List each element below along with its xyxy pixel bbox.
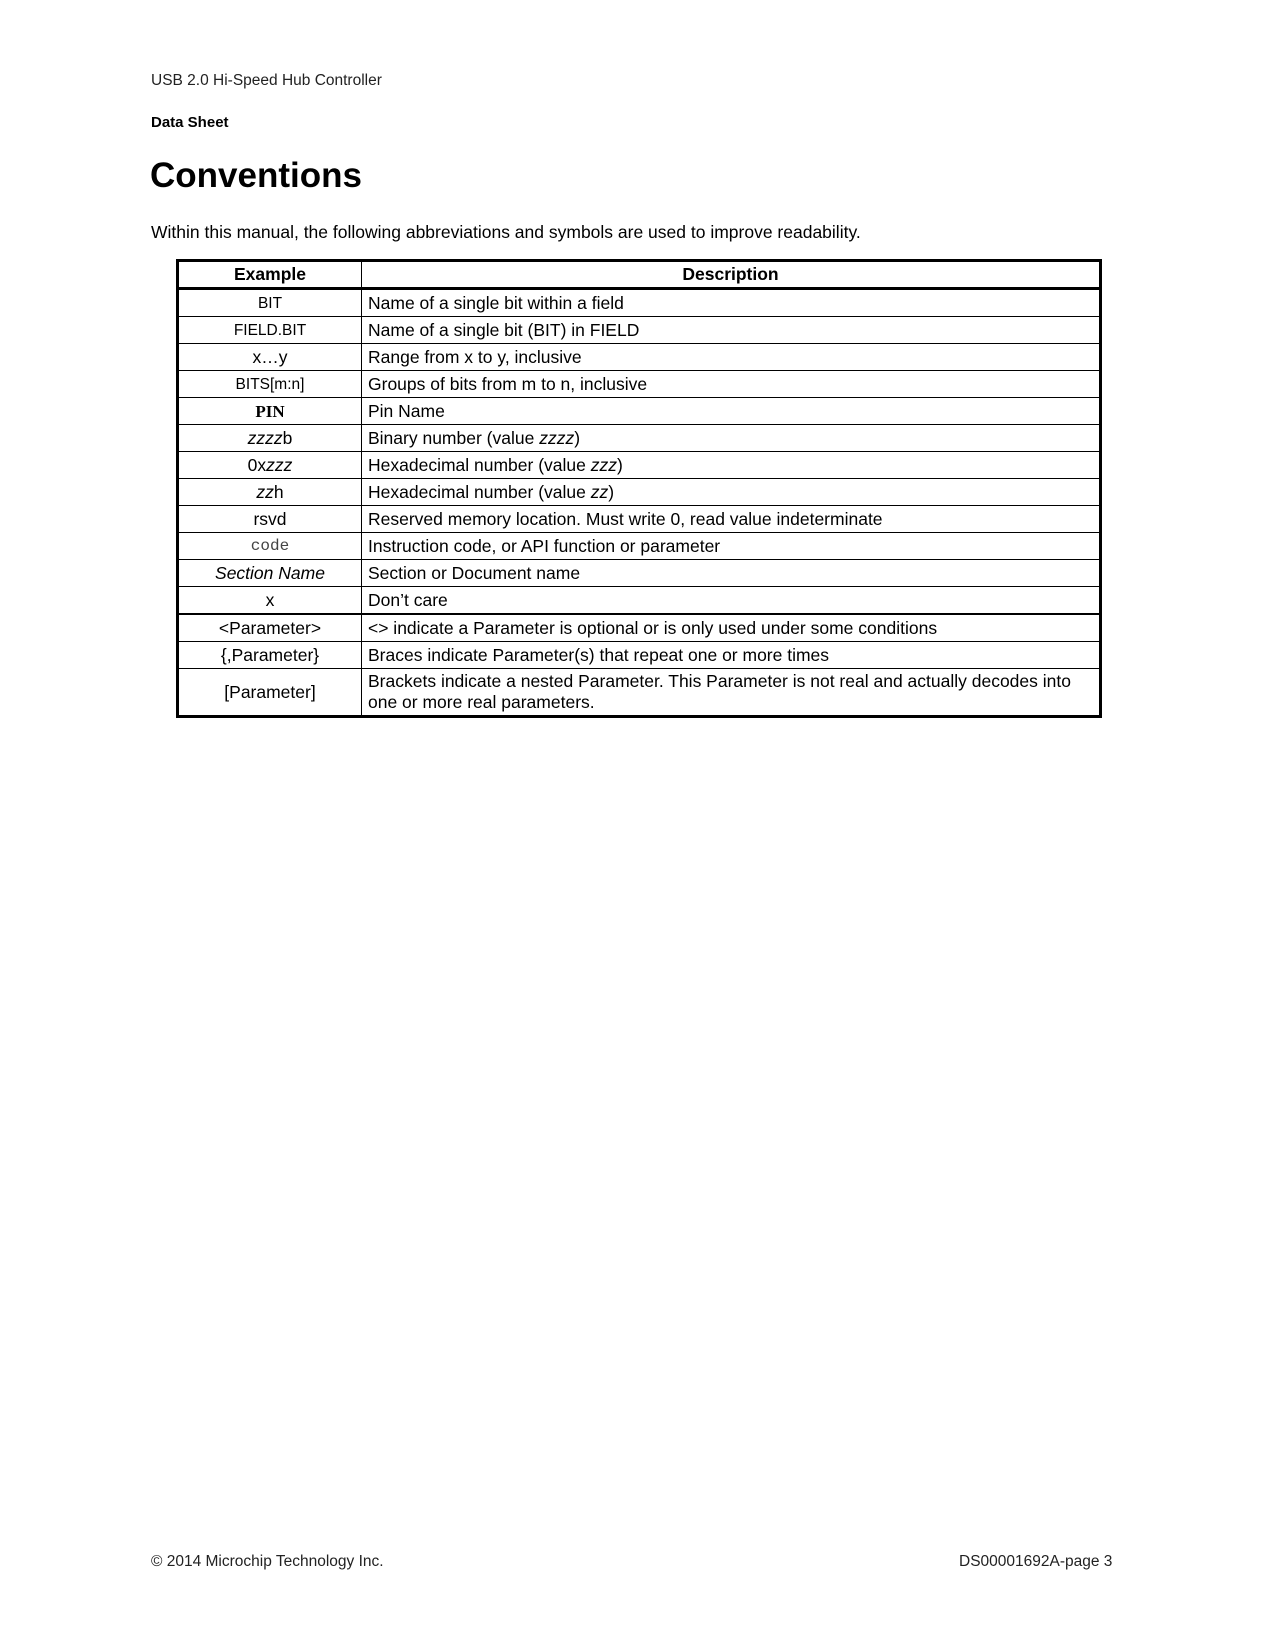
description-cell	[362, 425, 1101, 452]
example-prefix: 0x	[247, 454, 267, 475]
description-cell: Name of a single bit (BIT) in FIELD	[362, 317, 1101, 344]
description-text: Hexadecimal number (value	[368, 481, 591, 502]
example-suffix: h	[273, 481, 284, 502]
description-cell	[362, 479, 1101, 506]
example-cell: FIELD.BIT	[178, 317, 362, 344]
example-cell	[178, 425, 362, 452]
table-row	[178, 398, 1101, 425]
example-italic: zzzz	[247, 427, 283, 448]
description-cell	[362, 452, 1101, 479]
example-italic: zzz	[266, 454, 293, 475]
description-text: )	[574, 427, 581, 448]
example-cell: [Parameter]	[178, 669, 362, 717]
table-row	[178, 479, 1101, 506]
table-row	[178, 669, 1101, 717]
table-row	[178, 560, 1101, 587]
description-text: )	[608, 481, 615, 502]
column-header-description: Description	[362, 261, 1101, 289]
table-row	[178, 425, 1101, 452]
table-row	[178, 452, 1101, 479]
description-cell: Don’t care	[362, 587, 1101, 615]
description-cell: Braces indicate Parameter(s) that repeat one or more times	[362, 642, 1101, 669]
example-italic: zz	[256, 481, 274, 502]
description-cell: Reserved memory location. Must write 0, read value indeterminate	[362, 506, 1101, 533]
table-row	[178, 533, 1101, 560]
example-cell: x…y	[178, 344, 362, 371]
intro-paragraph: Within this manual, the following abbreviations and symbols are used to improve readability.	[151, 222, 861, 242]
table-row	[178, 642, 1101, 669]
description-cell: Section or Document name	[362, 560, 1101, 587]
page-title: Conventions	[150, 156, 362, 195]
example-cell	[178, 452, 362, 479]
description-italic: zzz	[590, 454, 617, 475]
description-cell: <> indicate a Parameter is optional or is only used under some conditions	[362, 614, 1101, 642]
table-row	[178, 587, 1101, 615]
column-header-example: Example	[178, 261, 362, 289]
description-cell: Name of a single bit within a field	[362, 289, 1101, 317]
example-cell: BITS[m:n]	[178, 371, 362, 398]
description-cell: Instruction code, or API function or parameter	[362, 533, 1101, 560]
example-cell: code	[178, 533, 362, 560]
example-cell: {,Parameter}	[178, 642, 362, 669]
running-header: USB 2.0 Hi-Speed Hub Controller	[151, 72, 382, 89]
example-suffix: b	[282, 427, 293, 448]
table-row	[178, 371, 1101, 398]
table-row	[178, 317, 1101, 344]
description-cell: Brackets indicate a nested Parameter. This Parameter is not real and actually decodes into one or more real parameters.	[362, 669, 1101, 717]
example-cell: BIT	[178, 289, 362, 317]
example-cell: x	[178, 587, 362, 615]
table-header-row	[178, 261, 1101, 289]
example-cell: PIN	[178, 398, 362, 425]
description-cell: Range from x to y, inclusive	[362, 344, 1101, 371]
table-row	[178, 289, 1101, 317]
example-cell: Section Name	[178, 560, 362, 587]
example-cell: <Parameter>	[178, 614, 362, 642]
description-text: Hexadecimal number (value	[368, 454, 591, 475]
table-row	[178, 344, 1101, 371]
description-italic: zz	[590, 481, 609, 502]
doc-type-label: Data Sheet	[151, 114, 229, 131]
description-cell: Groups of bits from m to n, inclusive	[362, 371, 1101, 398]
example-cell: rsvd	[178, 506, 362, 533]
footer-page-number: DS00001692A-page 3	[959, 1553, 1113, 1570]
description-text: )	[617, 454, 623, 475]
example-cell	[178, 479, 362, 506]
description-text: Binary number (value	[368, 427, 540, 448]
conventions-table	[176, 259, 1102, 718]
description-italic: zzzz	[539, 427, 575, 448]
table-row	[178, 506, 1101, 533]
footer-copyright: © 2014 Microchip Technology Inc.	[151, 1553, 384, 1570]
description-cell: Pin Name	[362, 398, 1101, 425]
table-row	[178, 614, 1101, 642]
